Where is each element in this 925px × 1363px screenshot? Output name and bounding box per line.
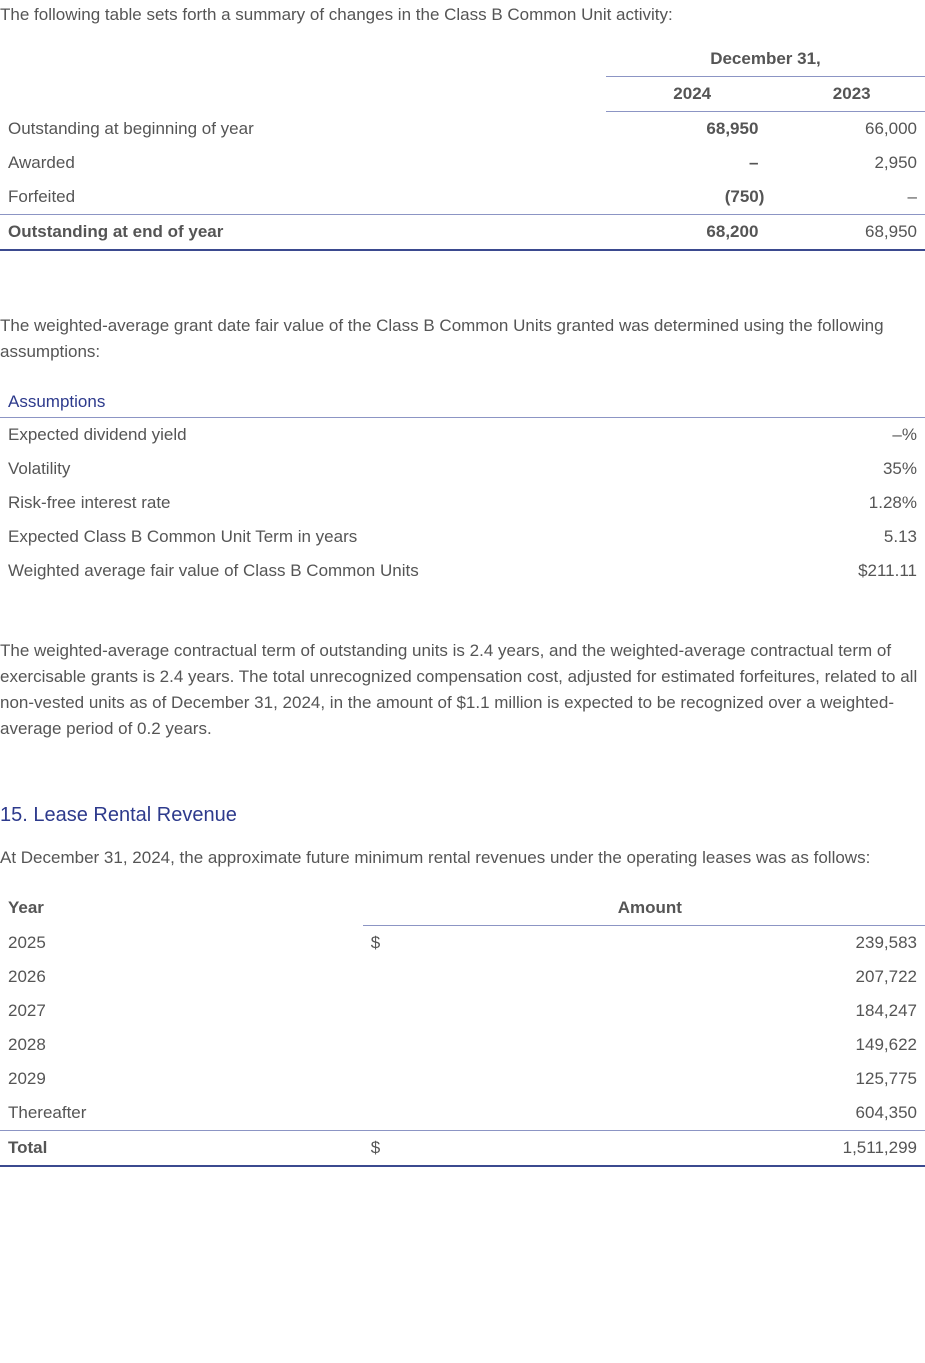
table-row: Volatility 35% xyxy=(8,459,917,478)
lease-revenue-table xyxy=(0,891,925,1167)
table-row: 2026 207,722 xyxy=(8,967,917,986)
assumptions-intro: The weighted-average grant date fair value of the Class B Common Units granted was determined using the following assumptions: xyxy=(0,316,884,361)
section-title: 15. Lease Rental Revenue xyxy=(0,804,237,826)
table-row-total: Total $ 1,511,299 xyxy=(0,1131,925,1167)
table-row-total: Outstanding at end of year 68,200 68,950 xyxy=(0,215,925,251)
table-row: 2029 125,775 xyxy=(8,1069,917,1088)
table-row: 2028 149,622 xyxy=(8,1035,917,1054)
table-row: 2025 $ 239,583 xyxy=(8,932,917,952)
table-row: Outstanding at beginning of year 68,950 66,000 xyxy=(8,118,917,138)
table-row: 2027 184,247 xyxy=(8,1001,917,1020)
table-row: Expected Class B Common Unit Term in years 5.13 xyxy=(8,527,917,546)
intro-text: The following table sets forth a summary of changes in the Class B Common Unit activity: xyxy=(0,5,673,24)
year-header: Year xyxy=(8,898,44,918)
table-row: Expected dividend yield –% xyxy=(8,425,917,444)
table-row: Awarded – 2,950 xyxy=(8,153,917,172)
table-row: Risk-free interest rate 1.28% xyxy=(8,493,917,512)
contractual-term-paragraph: The weighted-average contractual term of outstanding units is 2.4 years, and the weighted-average contractual term of exercisable grants is 2.4 years. The total unrecognized compensation cost, adjusted for estimated forfeitures, related to all non-vested units as of December 31, 2024, in the amount of $1.1 million is expected to be recognized over a weighted-average period of 0.2 years. xyxy=(0,641,918,738)
table-row: Forfeited (750) – xyxy=(8,187,917,206)
assumptions-header: Assumptions xyxy=(8,392,106,411)
lease-intro: At December 31, 2024, the approximate future minimum rental revenues under the operating leases was as follows: xyxy=(0,848,871,867)
table-row: Weighted average fair value of Class B Common Units $211.11 xyxy=(8,561,917,580)
amount-header: Amount xyxy=(363,891,925,926)
year-2024: 2024 xyxy=(606,77,778,112)
year-2023: 2023 xyxy=(778,77,925,112)
date-header: December 31, xyxy=(606,42,925,77)
assumptions-table xyxy=(0,387,925,588)
class-b-activity-table xyxy=(0,42,925,251)
table-row: Thereafter 604,350 xyxy=(8,1103,917,1122)
